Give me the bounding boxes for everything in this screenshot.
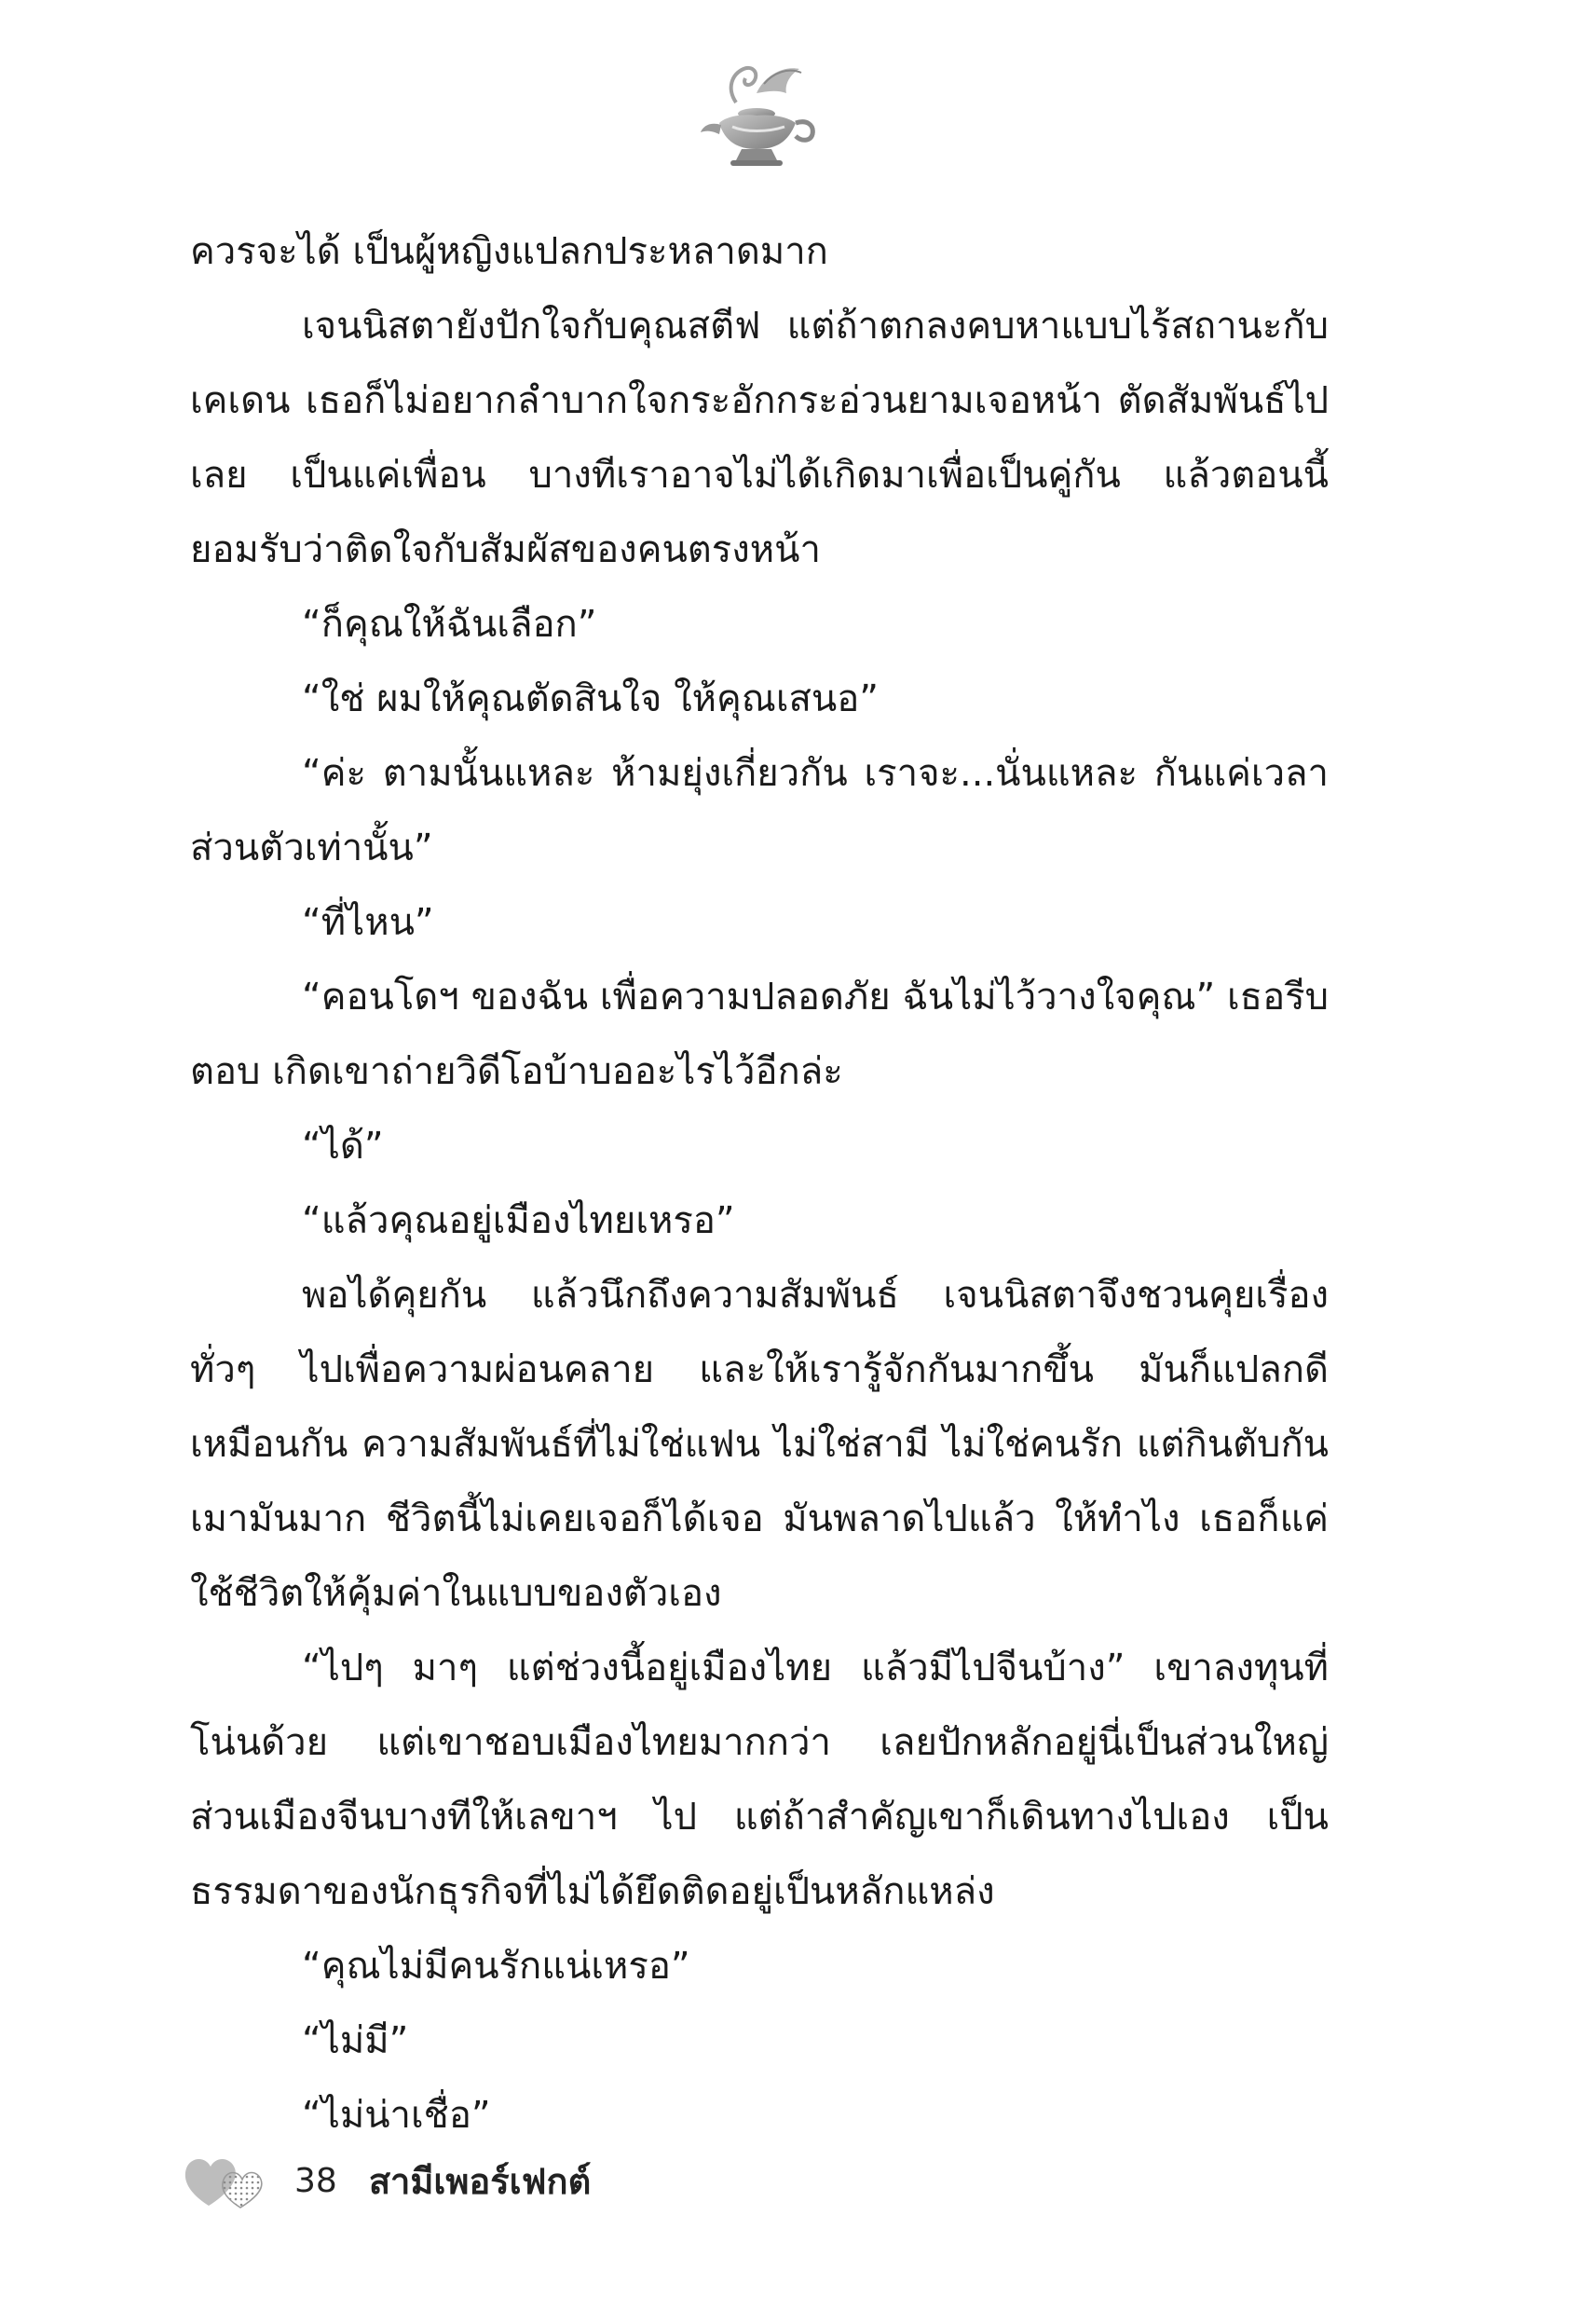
paragraph: “ค่ะ ตามนั้นแหละ ห้ามยุ่งเกี่ยวกัน เราจะ...นั่นแหละ กันแค่เวลาส่วนตัวเท่านั้น”: [190, 752, 1329, 869]
paragraph: “แล้วคุณอยู่เมืองไทยเหรอ”: [302, 1199, 735, 1242]
page-footer: [183, 2143, 591, 2218]
hearts-icon: [183, 2152, 268, 2209]
paragraph: “ไม่มี”: [302, 2019, 409, 2062]
paragraph: “ไปๆ มาๆ แต่ช่วงนี้อยู่เมืองไทย แล้วมีไปจีนบ้าง” เขาลงทุนที่โน่นด้วย แต่เขาชอบเมืองไทยมากกว่า เลยปักหลักอยู่นี่เป็นส่วนใหญ่ ส่วนเมืองจีนบางทีให้เลขาฯ ไป แต่ถ้าสำคัญเขาก็เดินทางไปเอง เป็นธรรมดาของนักธุรกิจที่ไม่ได้ยึดติดอยู่เป็นหลักแหล่ง: [190, 1647, 1329, 1913]
paragraph: “ที่ไหน”: [302, 901, 434, 944]
paragraph: ควรจะได้ เป็นผู้หญิงแปลกประหลาดมาก: [190, 230, 828, 273]
book-title: สามีเพอร์เฟกต์: [368, 2160, 592, 2202]
paragraph: เจนนิสตายังปักใจกับคุณสตีฟ แต่ถ้าตกลงคบหาแบบไร้สถานะกับเคเดน เธอก็ไม่อยากลำบากใจกระอักกระอ่วนยามเจอหน้า ตัดสัมพันธ์ไปเลย เป็นแค่เพื่อน บางทีเราอาจไม่ได้เกิดมาเพื่อเป็นคู่กัน แล้วตอนนี้ยอมรับว่าติดใจกับสัมผัสของคนตรงหน้า: [190, 305, 1329, 571]
genie-lamp-icon: [699, 56, 820, 172]
body-text: [190, 214, 1329, 2153]
page-number: 38: [294, 2161, 337, 2200]
paragraph: “ใช่ ผมให้คุณตัดสินใจ ให้คุณเสนอ”: [302, 677, 880, 720]
paragraph: “คอนโดฯ ของฉัน เพื่อความปลอดภัย ฉันไม่ไว้วางใจคุณ” เธอรีบตอบ เกิดเขาถ่ายวิดีโอบ้าบออะไรไว้อีกล่ะ: [190, 976, 1329, 1093]
paragraph: “ได้”: [302, 1125, 384, 1168]
paragraph: “คุณไม่มีคนรักแน่เหรอ”: [302, 1945, 690, 1988]
paragraph: “ก็คุณให้ฉันเลือก”: [302, 603, 597, 646]
paragraph: พอได้คุยกัน แล้วนึกถึงความสัมพันธ์ เจนนิสตาจึงชวนคุยเรื่องทั่วๆ ไปเพื่อความผ่อนคลาย และให้เรารู้จักกันมากขึ้น มันก็แปลกดีเหมือนกัน ความสัมพันธ์ที่ไม่ใช่แฟน ไม่ใช่สามี ไม่ใช่คนรัก แต่กินตับกันเมามันมาก ชีวิตนี้ไม่เคยเจอก็ได้เจอ มันพลาดไปแล้ว ให้ทำไง เธอก็แค่ใช้ชีวิตให้คุ้มค่าในแบบของตัวเอง: [190, 1274, 1329, 1615]
paragraph: “ไม่น่าเชื่อ”: [302, 2094, 491, 2137]
